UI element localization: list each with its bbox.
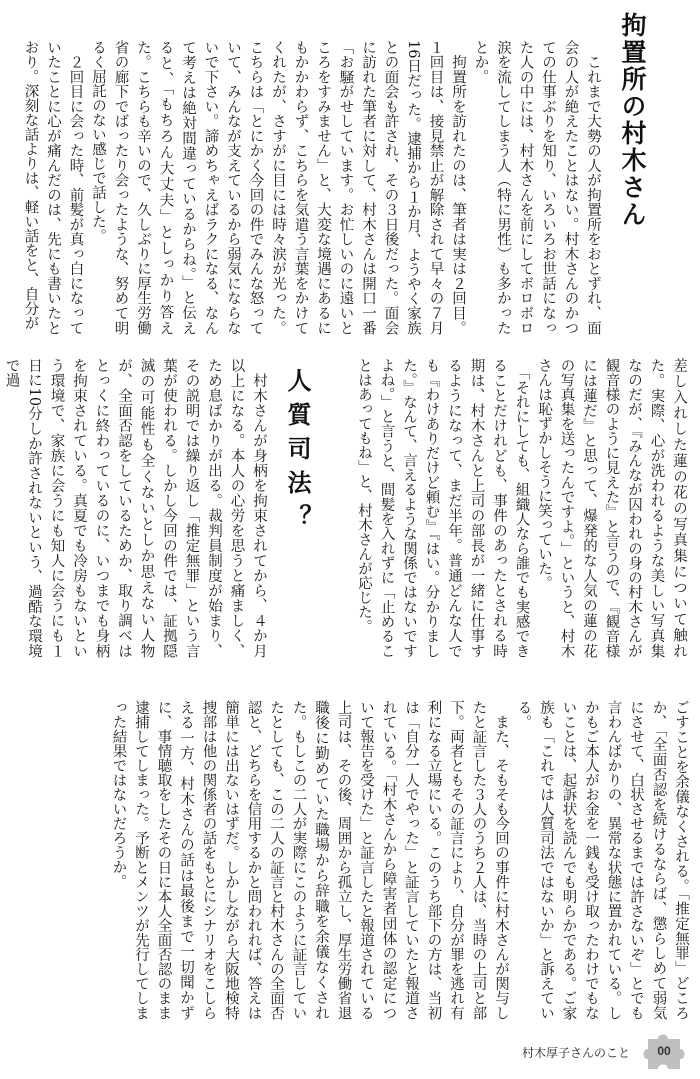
article-column-middle-left xyxy=(3,358,270,658)
page-title: 拘置所の村木さん xyxy=(618,12,647,228)
page-number-badge xyxy=(642,1031,686,1071)
running-footer: 村木厚子さんのこと xyxy=(521,1046,630,1060)
article-column-bottom xyxy=(66,700,692,1020)
article-text-top: これまで大勢の人が拘置所をおとずれ、面会の人が絶えたことはない。村木さんのかつての仕事ぶりを知り、いろいろお世話になった人の中には、村木さんを前にしてボロボロ涙を流してしまう人（特に男性）も多かったとか。 拘置所を訪れたのは、筆者は実は２回目。１回目は、接見禁止が解除されて早々の７月16日だった。逮捕から１か月、ようやく家族との面会も許され、その３日後だった。面会に訪れた筆者に対して、村木さんは開口一番「お騒がせしています。お忙しいのに遠いところをすみません」と、大変な境遇にあるにもかかわらず、こちらを気遣う言葉をかけてくれたが、さすがに目には時々涙が光った。こちらは「とにかく今回の件でみんな怒っていて、みんなが支えているから弱気にならないで下さい。諦めちゃえばラクになる、なんて考えは絶対間違っているからね。」と伝えると、「もちろん大丈夫」としっかり答えた。こちらも辛いので、久しぶりに厚生労働省の廊下でばったり会ったような、努めて明るく屈託のない感じで話した。 ２回目に会った時、前髪が真っ白になっていたことに心が痛んだのは、先にも書いたとおり。深刻な話よりは、軽い話をと、自分が xyxy=(22,40,601,335)
article-column-top xyxy=(6,40,604,335)
article-column-middle-right xyxy=(344,358,690,658)
article-text-middle-right: 差し入れした蓮の花の写真集について触れた。実際、心が洗われるような美しい写真集なのだが、『みんなが囚われの身の村木さんが観音様のように見えた』と言うので、『観音様には蓮だ』と思って、爆発的な人気の蓮の花の写真集を送ったんですよ。」というと、村木さんは恥ずかしそうに笑っていた。 「それにしても、組織人なら誰でも実感できることだけれども、事件のあったとされる時期は、村木さんと上司の部長が一緒に仕事するようになって、まだ半年。普通どんな人でも『わけありだけど頼む』『はい。分かりました。』なんて、言えるような関係ではないですよね。」と言うと、間髪を入れずに「止めることはあってもね」と、村木さんが応じた。 xyxy=(356,358,687,658)
page-number: 00 xyxy=(657,1044,671,1058)
article-text-bottom: ごすことを余儀なくされる。「推定無罪」どころか、「全面否認を続けるならば、懲らしめて弱気にさせて、白状させるまでは許さないぞ」とでも言わんばかりの、異常な状態に置かれている。しかもご本人がお金を一銭も受け取ったわけでもないことは、起訴状を読んでも明らかである。ご家族も「これでは人質司法ではないか」と訴えている。 また、そもそも今回の事件に村木さんが関与したと証言した３人のうち２人は、当時の上司と部下。両者ともその証言により、自分が罪を逃れ有利になる立場にいる。このうち部下の方は、当初は「自分一人でやった」と証言していたと報道されている。「村木さんから障害者団体の認定について報告を受けた」と証言したと報道されている上司は、その後、周囲から孤立し、厚生労働省退職後に勤めていた職場から辞職を余儀なくされた。もしこの二人が実際にこのように証言していたとしても、この二人の証言と村木さんの全面否認と、どちらを信用するかと問われれば、答えは簡単には出ないはずだ。しかしながら大阪地検特捜部は他の関係者の話をもとにシナリオをこしらえる一方、村木さんの話は最後まで一切聞かずに、事情聴取をしたその日に本人全面否認のまま逮捕してしまった。予断とメンツが先行してしまった結果ではないだろうか。 xyxy=(110,700,689,1020)
section-heading: 人質司法？ xyxy=(283,368,311,538)
article-text-middle-left: 村木さんが身柄を拘束されてから、４か月以上になる。本人の心労を思うと痛ましく、ため息ばかりが出る。裁判員制度が始まり、その説明では繰り返し「推定無罪」という言葉が使われる。しかし今回の件では、証拠隠滅の可能性も全くないとしか思えない人物が、全面否認をしているためか、取り調べはとっくに終わっているのに、いつまでも身柄を拘束されている。真夏でも冷房もないという環境で、家族に会うにも知人に会うにも１日に10分しか許されないという、過酷な環境で過 xyxy=(3,358,267,658)
